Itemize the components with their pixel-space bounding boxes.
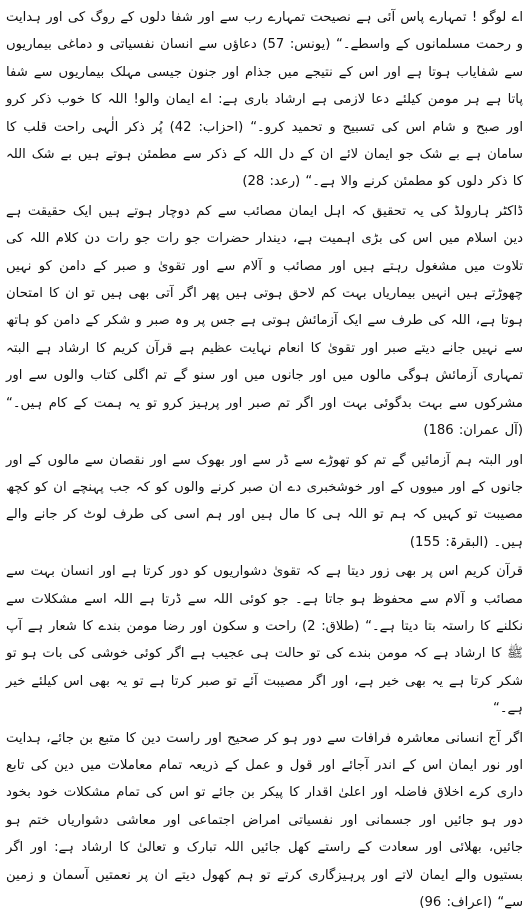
paragraph-society-faith: اگر آج انسانی معاشرہ فرافات سے دور ہو کر صحیح اور راست دین کا متبع بن جائے، ہدایت اور نور ایمان اس کے اندر آجائے اور قول و عمل کے ذریعہ تمام معاملات میں دین کی تابع داری کرے اخلاق فاضلہ اور اعلیٰ اقدار کا پیکر بن جائے تو اس کی تمام مشکلات خود بخود دور ہو جائیں اور جسمانی اور نفسیاتی امراض اجتماعی اور معاشی دشواریاں ختم ہو جائیں، بھلائی اور سعادت کے راستے کھل جائیں اللہ تبارک و تعالیٰ کا ارشاد ہے: اور اگر بستیوں والے ایمان لاتے اور پرہیزگاری کرتے تو ہم کھول دیتے ان پر نعمتیں آسمان و زمین سے“ (اعراف: 96) [6,730,523,910]
paragraph-taqwa-patience: قرآن کریم اس پر بھی زور دیتا ہے کہ تقویٰ دشواریوں کو دور کرتا ہے اور انسان بہت سے مصائب و آلام سے محفوظ ہو جاتا ہے۔ جو کوئی اللہ سے ڈرتا ہے اللہ اسے مشکلات سے نکلنے کا راستہ بتا دیتا ہے۔“ (طلاق: 2) راحت و سکون اور رضا مومن بندے کا شعار ہے آپ ﷺ کا ارشاد ہے کہ مومن بندے کی تو حالت ہی عجیب ہے اگر کوئی خوشی کی بات ہو تو شکر کرتا ہے یہ بھی خیر ہے، اور اگر مصیبت آئے تو صبر کرتا ہے تو یہ بھی اس کیلئے خیر ہے۔“ [6,564,523,717]
paragraph-prayer-remedy: اے لوگو ! تمہارے پاس آئی ہے نصیحت تمہارے رب سے اور شفا دلوں کے روگ کی اور ہدایت و رحمت مسلمانوں کے واسطے۔“ (یونس: 57) دعاؤں سے انسان نفسیاتی و دماغی بیماریوں سے شفایاب ہوتا ہے اور اس کے نتیجے میں جذام اور جنون جیسی مہلک بیماریوں سے شفا پاتا ہے ہر مومن کیلئے دعا لازمی ہے ارشاد باری ہے: اے ایمان والو! اللہ کا خوب ذکر کرو اور صبح و شام اس کی تسبیح و تحمید کرو۔“ (احزاب: 42) پُر ذکر الٰہی راحت قلب کا سامان ہے بے شک جو ایمان لائے ان کے دل اللہ کے ذکر سے مطمئن ہوتے ہیں بے شک اللہ کا ذکر دلوں کو مطمئن کرنے والا ہے۔“ (رعد: 28) [6,10,524,190]
paragraph-baqarah-trial: اور البتہ ہم آزمائیں گے تم کو تھوڑے سے ڈر سے اور بھوک سے اور نقصان سے مالوں کے اور جانوں کے اور میووں کے اور خوشخبری دے ان صبر کرنے والوں کو کہ جب پہنچے ان کو کچھ مصیبت تو کہیں کہ ہم تو اللہ ہی کا مال ہیں اور ہم اسی کی طرف لوٹ کر جانے والے ہیں۔ (البقرۃ: 155) [6,452,523,550]
paragraph-harold-research: ڈاکٹر ہارولڈ کی یہ تحقیق کہ اہل ایمان مصائب سے کم دوچار ہوتے ہیں ایک حقیقت ہے دین اسلام میں اس کی بڑی اہمیت ہے، دیندار حضرات جو رات جو رات دن کلام اللہ کی تلاوت میں مشغول رہتے ہیں اور مصائب و آلام سے اور تقویٰ و صبر کے دامن کو نہیں چھوڑتے ہیں انہیں بیماریاں بہت کم لاحق ہوتی ہیں پھر اگر آتی بھی ہیں تو ان کا امتحان ہوتا ہے، اللہ کی طرف سے ایک آزمائش ہوتی ہے جس پر وہ صبر و شکر کے دامن کو ہاتھ سے نہیں جانے دیتے صبر اور تقویٰ کا انعام نہایت عظیم ہے قرآن کریم کا ارشاد ہے البتہ تمہاری آزمائش ہوگی مالوں میں اور جانوں میں اور سنو گے تم اگلی کتاب والوں سے اور مشرکوں سے بہت بدگوئی بہت اور اگر تم صبر اور پرہیز کرو تو یہ ہمت کے کام ہیں۔“ (آل عمران: 186) [6,203,523,439]
